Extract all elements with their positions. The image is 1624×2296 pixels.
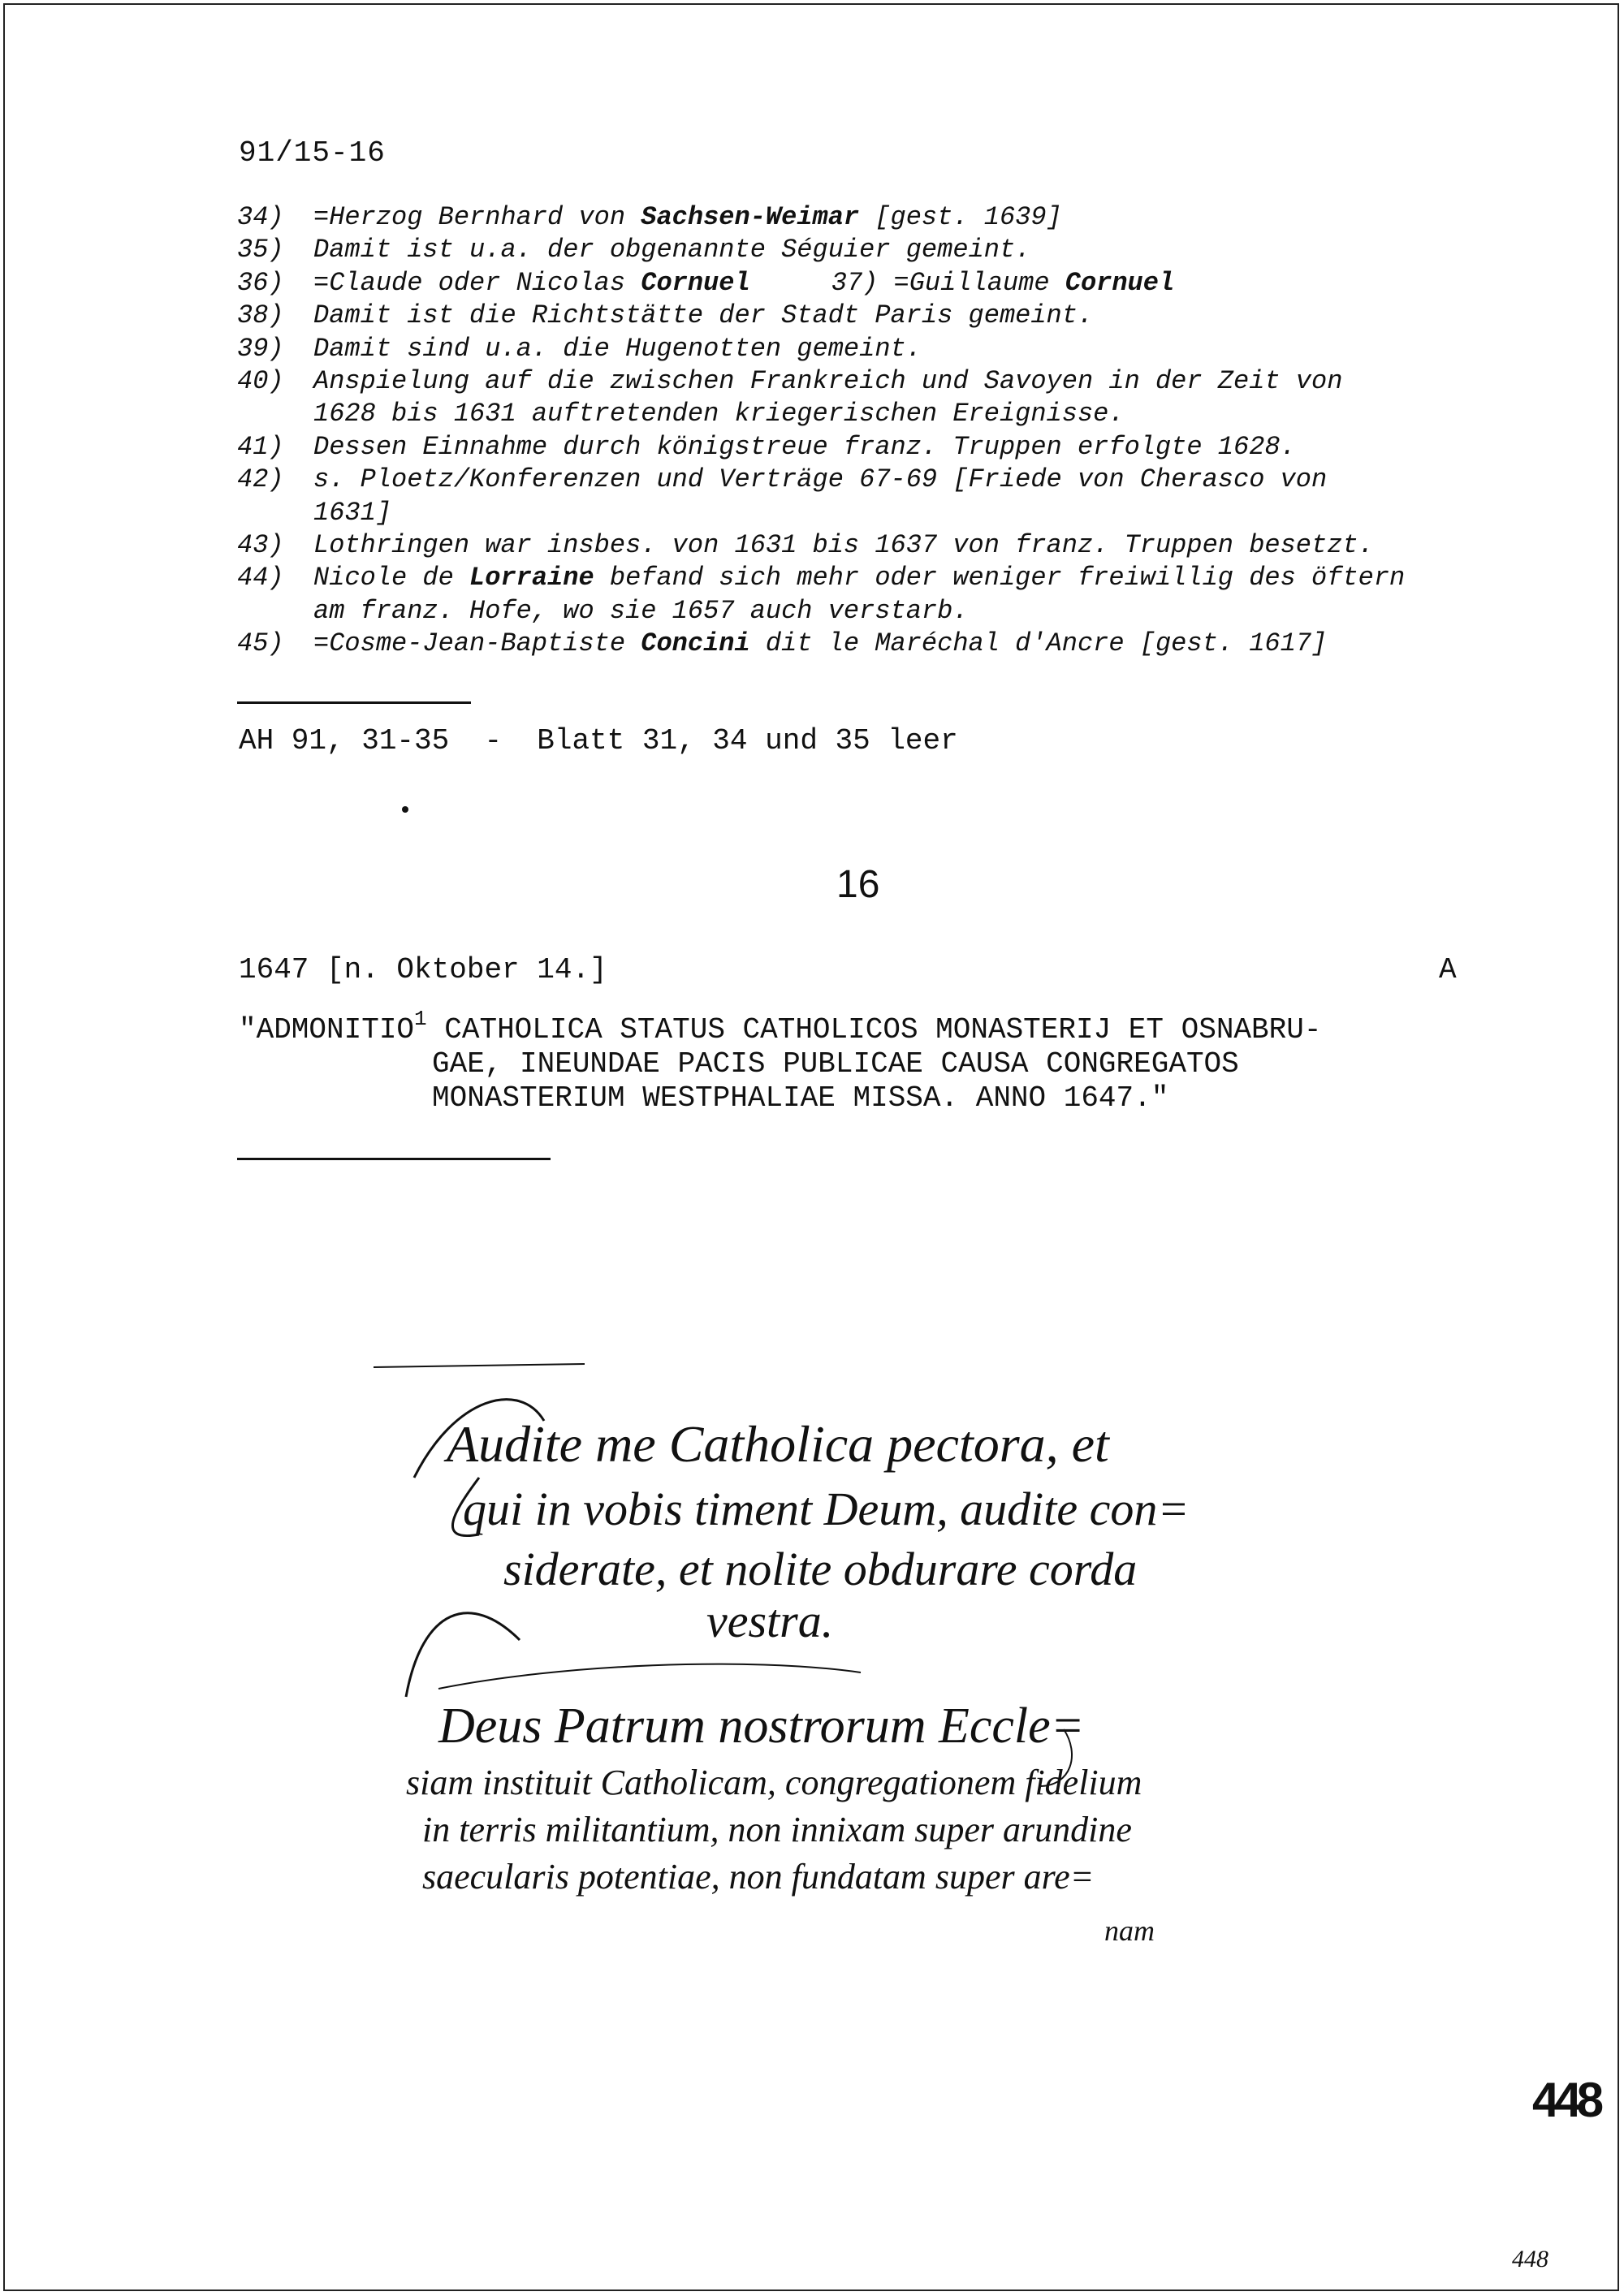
heading-divider	[237, 1158, 551, 1160]
ink-speck	[402, 806, 408, 813]
footnote-number: 39)	[237, 333, 284, 364]
footnote-text: Dessen Einnahme durch königstreue franz. Truppen erfolgte 1628.	[313, 431, 1296, 462]
footnote-36-37	[237, 267, 1569, 300]
manuscript-image	[357, 1348, 1275, 1965]
folio-number-pencil: 448	[1512, 2246, 1548, 2272]
document-number: 16	[836, 863, 880, 906]
footnote-45	[237, 628, 1569, 660]
footnote-number: 41)	[237, 431, 284, 462]
footnote-40	[237, 365, 1569, 431]
footnote-text: Damit ist u.a. der obgenannte Séguier gemeint.	[313, 235, 1031, 265]
footnote-38	[237, 300, 1569, 332]
manuscript-line: Audite me Catholica pectora, et	[447, 1415, 1109, 1473]
footnote-35	[237, 234, 1569, 266]
footnote-text: Lothringen war insbes. von 1631 bis 1637 von franz. Truppen besetzt.	[313, 530, 1374, 561]
footnote-44	[237, 562, 1569, 628]
archive-note: AH 91, 31-35 - Blatt 31, 34 und 35 leer	[239, 724, 958, 757]
footnote-marker: 1	[414, 1007, 427, 1031]
footnote-number: 42)	[237, 464, 284, 495]
manuscript-line: siam instituit Catholicam, congregationem fidelium	[406, 1763, 1142, 1802]
document-heading	[239, 1007, 1473, 1116]
footnote-text: =Cosme-Jean-Baptiste Concini dit le Maréchal d'Ancre [gest. 1617]	[313, 628, 1328, 659]
footnote-text: =Herzog Bernhard von Sachsen-Weimar [gest. 1639]	[313, 202, 1062, 232]
manuscript-line: in terris militantium, non innixam super arundine	[422, 1810, 1132, 1849]
manuscript-line: siderate, et nolite obdurare corda	[503, 1543, 1138, 1595]
footnote-number: 37)	[831, 267, 879, 298]
footnote-divider	[237, 701, 471, 704]
footnotes-list	[237, 201, 1569, 661]
document-reference: 91/15-16	[239, 136, 386, 170]
heading-line-2: GAE, INEUNDAE PACIS PUBLICAE CAUSA CONGREGATOS	[432, 1047, 1239, 1081]
footnote-text: Damit ist die Richtstätte der Stadt Paris gemeint.	[313, 300, 1094, 331]
footnote-text: Nicole de Lorraine befand sich mehr oder weniger freiwillig des öftern am franz. Hofe, wo sie 1657 auch verstarb.	[313, 563, 1406, 626]
footnote-number: 44)	[237, 563, 284, 593]
footnote-43	[237, 529, 1569, 562]
manuscript-line: qui in vobis timent Deum, audite con=	[463, 1482, 1190, 1535]
footnote-number: 34)	[237, 202, 284, 232]
heading-line-3: MONASTERIUM WESTPHALIAE MISSA. ANNO 1647."	[432, 1081, 1169, 1115]
footnote-42	[237, 464, 1569, 529]
manuscript-line: saecularis potentiae, non fundatam super are=	[422, 1857, 1095, 1897]
manuscript-stroke	[374, 1364, 585, 1367]
manuscript-line: nam	[1104, 1914, 1155, 1947]
footnote-number: 36)	[237, 267, 284, 298]
footnote-text: =Claude oder Nicolas Cornuel 37) =Guillaume Cornuel	[313, 267, 1175, 298]
footnote-text: s. Ploetz/Konferenzen und Verträge 67-69 [Friede von Cherasco von 1631]	[313, 464, 1328, 528]
footnote-34	[237, 201, 1569, 234]
heading-line-1: "ADMONITIO$^1$ CATHOLICA STATUS CATHOLICOS MONASTERIJ ET OSNABRU-	[239, 1007, 1322, 1047]
footnote-number: 40)	[237, 366, 284, 397]
manuscript-line: vestra.	[706, 1595, 834, 1647]
folio-number: 448	[1532, 2073, 1600, 2127]
footnote-number: 38)	[237, 300, 284, 331]
document-date: 1647 [n. Oktober 14.]	[239, 953, 607, 986]
footnote-number: 35)	[237, 235, 284, 265]
footnote-text: Damit sind u.a. die Hugenotten gemeint.	[313, 333, 922, 364]
manuscript-flourish	[438, 1664, 861, 1689]
footnote-39	[237, 333, 1569, 365]
footnote-number: 43)	[237, 530, 284, 561]
footnote-text: Anspielung auf die zwischen Frankreich und Savoyen in der Zeit von 1628 bis 1631 auftretenden kriegerischen Ereignisse.	[313, 366, 1343, 429]
version-letter: A	[1439, 953, 1457, 986]
manuscript-line: Deus Patrum nostrorum Eccle=	[438, 1698, 1085, 1754]
footnote-41	[237, 431, 1569, 464]
footnote-number: 45)	[237, 628, 284, 659]
